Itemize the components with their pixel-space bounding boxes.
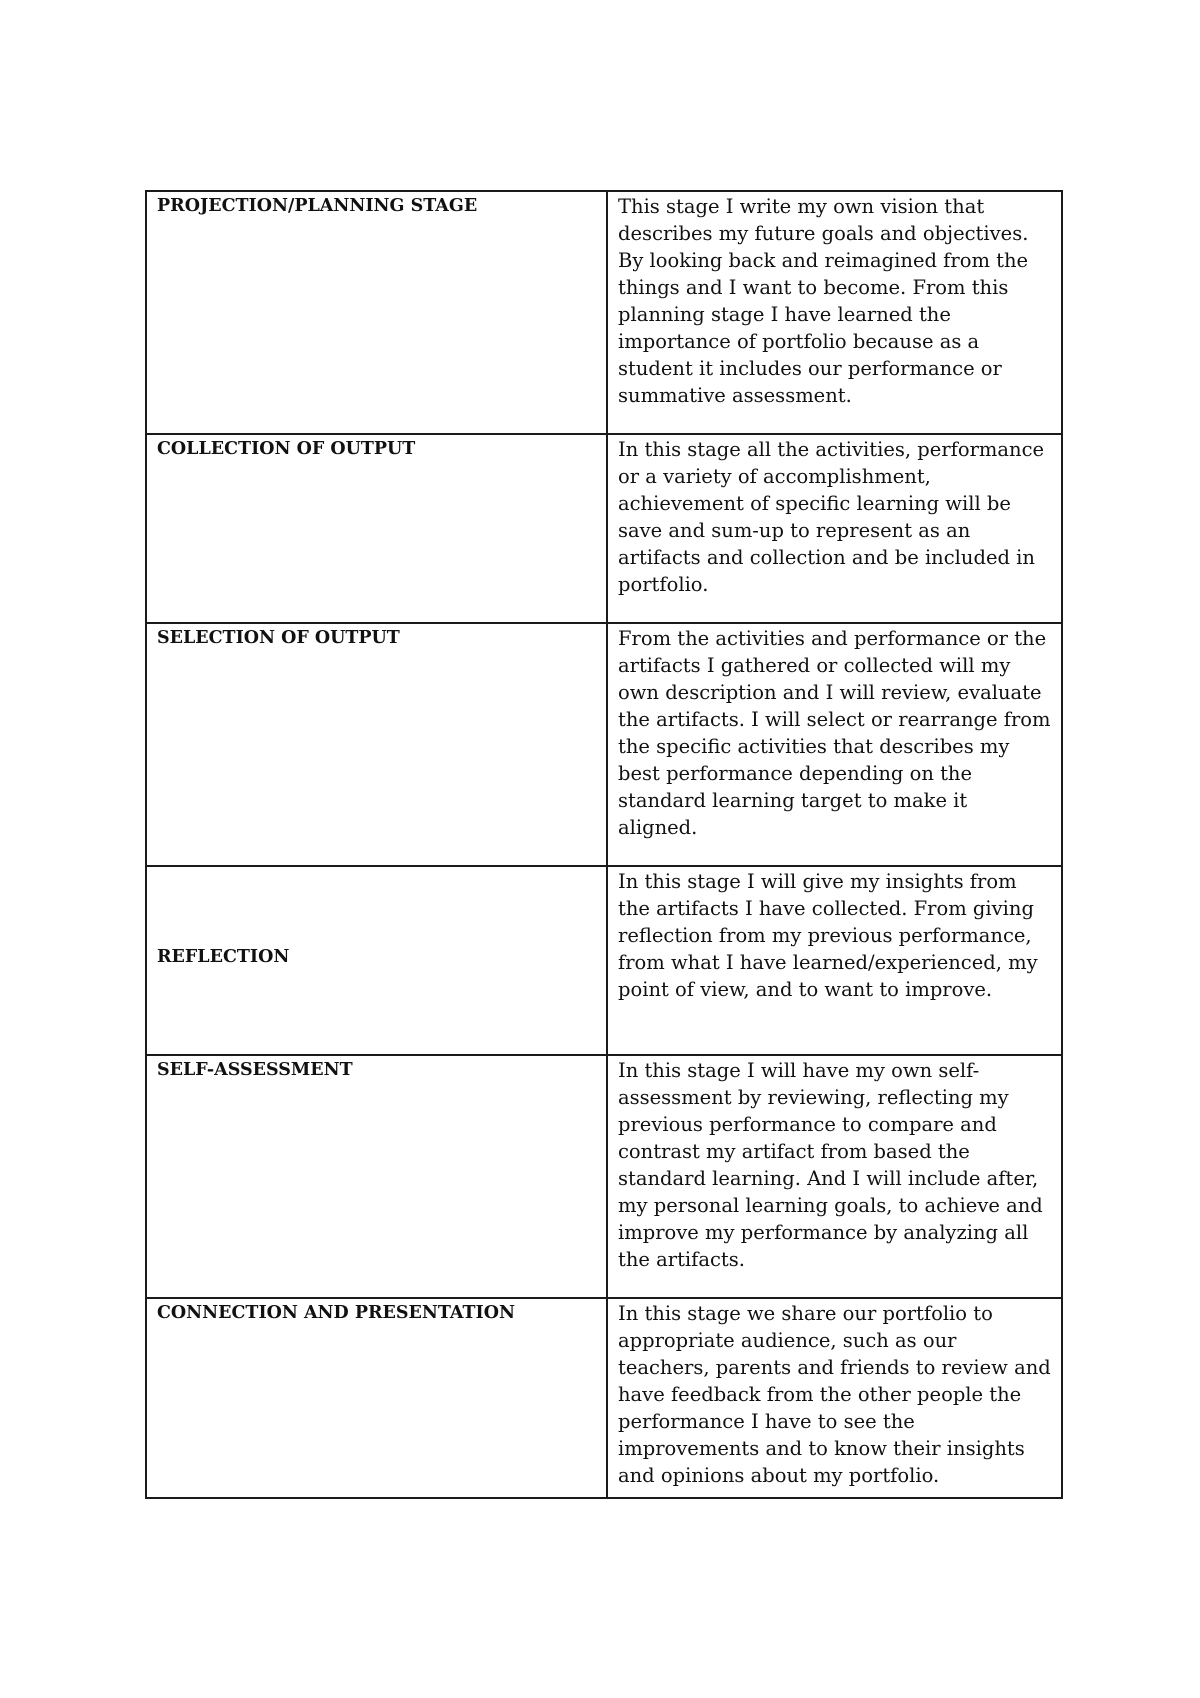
stage-name: CONNECTION AND PRESENTATION: [146, 1298, 607, 1498]
table-row: [146, 866, 1062, 1055]
stage-name: SELECTION OF OUTPUT: [146, 623, 607, 866]
stage-name: SELF-ASSESSMENT: [146, 1055, 607, 1298]
stage-name: PROJECTION/PLANNING STAGE: [146, 191, 607, 434]
table-row: [146, 623, 1062, 866]
stage-description: In this stage we share our portfolio to appropriate audience, such as our teachers, parents and friends to review and have feedback from the other people the performance I have to see the improvements and to know their insights and opinions about my portfolio.: [607, 1298, 1062, 1498]
stage-description: This stage I write my own vision that describes my future goals and objectives. By looking back and reimagined from the things and I want to become. From this planning stage I have learned the importance of portfolio because as a student it includes our performance or summative assessment.: [607, 191, 1062, 434]
table-row: [146, 1055, 1062, 1298]
stage-description: In this stage I will have my own self-assessment by reviewing, reflecting my previous performance to compare and contrast my artifact from based the standard learning. And I will include after, my personal learning goals, to achieve and improve my performance by analyzing all the artifacts.: [607, 1055, 1062, 1298]
stage-name: COLLECTION OF OUTPUT: [146, 434, 607, 623]
table-row: [146, 191, 1062, 434]
stage-name: REFLECTION: [146, 866, 607, 1055]
stage-description: From the activities and performance or the artifacts I gathered or collected will my own description and I will review, evaluate the artifacts. I will select or rearrange from the specific activities that describes my best performance depending on the standard learning target to make it aligned.: [607, 623, 1062, 866]
stage-description: In this stage I will give my insights from the artifacts I have collected. From giving reflection from my previous performance, from what I have learned/experienced, my point of view, and to want to improve.: [607, 866, 1062, 1055]
stage-description: In this stage all the activities, performance or a variety of accomplishment, achievement of specific learning will be save and sum-up to represent as an artifacts and collection and be included in portfolio.: [607, 434, 1062, 623]
table-row: [146, 1298, 1062, 1498]
portfolio-stages-table: [145, 190, 1063, 1499]
table-row: [146, 434, 1062, 623]
